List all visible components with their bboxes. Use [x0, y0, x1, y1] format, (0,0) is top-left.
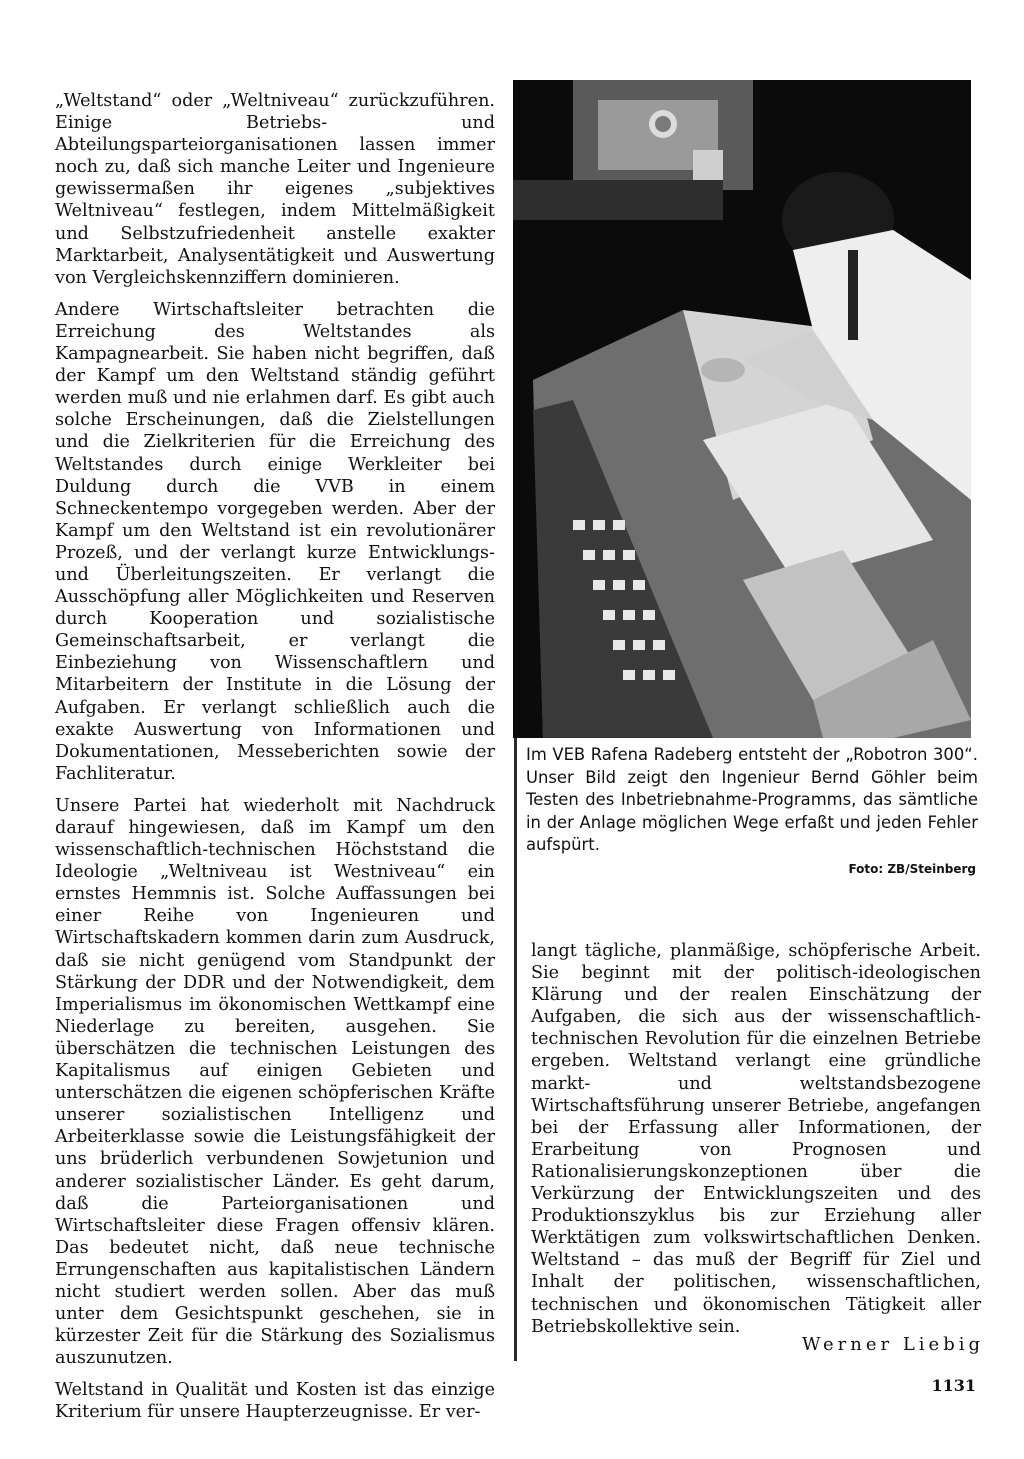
- paragraph-3: Unsere Partei hat wiederholt mit Nachdruck darauf hingewiesen, daß im Kampf um den wissenschaftlich-technischen Höchststand die Ideologie „Weltniveau ist Westniveau“ ein ernstes Hemmnis ist. Solche Auffassungen bei einer Reihe von Ingenieuren und Wirtschaftskadern kommen darin zum Ausdruck, daß sie nicht genügend vom Standpunkt der Stärkung der DDR und der Notwendigkeit, dem Imperialismus im ökonomischen Wettkampf eine Niederlage zu bereiten, ausgehen. Sie überschätzen die technischen Leistungen des Kapitalismus auf einigen Gebieten und unterschätzen die eigenen schöpferischen Kräfte unserer sozialistischen Intelligenz und Arbeiterklasse sowie die Leistungsfähigkeit der uns brüderlich verbundenen Sowjetunion und anderer sozialistischer Länder. Es geht darum, daß die Parteiorganisationen und Wirtschaftsleiter diese Fragen offensiv klären. Das bedeutet nicht, daß neue technische Errungenschaften aus kapitalistischen Ländern nicht studiert werden sollen. Aber das muß unter dem Gesichtspunkt geschehen, sie in kürzester Zeit für die Stärkung des Sozialismus auszunutzen.: [55, 795, 495, 1369]
- page-number: 1131: [931, 1376, 976, 1395]
- left-text-column: [55, 90, 495, 1434]
- paragraph-1: „Weltstand“ oder „Weltniveau“ zurückzuführen. Einige Betriebs- und Abteilungsparteiorganisationen lassen immer noch zu, daß sich manche Leiter und Ingenieure gewissermaßen ihr eigenes „subjektives Weltniveau“ festlegen, indem Mittelmäßigkeit und Selbstzufriedenheit anstelle exakter Marktarbeit, Analysentätigkeit und Auswertung von Vergleichskennziffern dominieren.: [55, 91, 495, 288]
- paragraph-continuation: langt tägliche, planmäßige, schöpferische Arbeit. Sie beginnt mit der politisch-ideologischen Klärung und der realen Einschätzung der Aufgaben, die sich aus der wissenschaftlich-technischen Revolution für die einzelnen Betriebe ergeben. Weltstand verlangt eine gründliche markt- und weltstandsbezogene Wirtschaftsführung unserer Betriebe, angefangen bei der Erfassung aller Informationen, der Erarbeitung von Prognosen und Rationalisierungskonzeptionen über die Verkürzung der Entwicklungszeiten und des Produktionszyklus bis zur Erziehung aller Werktätigen zum volkswirtschaftlichen Denken. Weltstand – das muß der Begriff für Ziel und Inhalt der politischen, wissenschaftlichen, technischen und ökonomischen Tätigkeit aller Betriebskollektive sein.: [531, 941, 981, 1337]
- photo-engineer-at-console: [513, 80, 971, 738]
- photo-caption: Im VEB Rafena Radeberg entsteht der „Robotron 300“. Unser Bild zeigt den Ingenieur Bernd Göhler beim Testen des Inbetriebnahme-Programms, das sämtliche in der Anlage möglichen Wege erfaßt und jeden Fehler aufspürt.: [526, 745, 978, 855]
- paragraph-2: Andere Wirtschaftsleiter betrachten die Erreichung des Weltstandes als Kampagnearbeit. Sie haben nicht begriffen, daß der Kampf um den Weltstand ständig geführt werden muß und nie erlahmen darf. Es gibt auch solche Erscheinungen, daß die Zielstellungen und die Zielkriterien für die Erreichung des Weltstandes durch einige Werkleiter bei Duldung durch die VVB in einem Schneckentempo vorgegeben werden. Aber der Kampf um den Weltstand ist ein revolutionärer Prozeß, und der verlangt kurze Entwicklungs- und Überleitungszeiten. Er verlangt die Ausschöpfung aller Möglichkeiten und Reserven durch Kooperation und sozialistische Gemeinschaftsarbeit, er verlangt die Einbeziehung von Wissenschaftlern und Mitarbeitern der Institute in die Lösung der Aufgaben. Er verlangt schließlich auch die exakte Auswertung von Informationen und Dokumentationen, Messeberichten sowie der Fachliteratur.: [55, 299, 495, 784]
- author-signature: Werner Liebig: [801, 1334, 984, 1355]
- right-text-column: [531, 940, 981, 1338]
- photo-credit: Foto: ZB/Steinberg: [848, 862, 976, 876]
- paragraph-4: Weltstand in Qualität und Kosten ist das einzige Kriterium für unsere Haupterzeugnisse. Er ver-: [55, 1380, 495, 1423]
- photo-image: [513, 80, 971, 738]
